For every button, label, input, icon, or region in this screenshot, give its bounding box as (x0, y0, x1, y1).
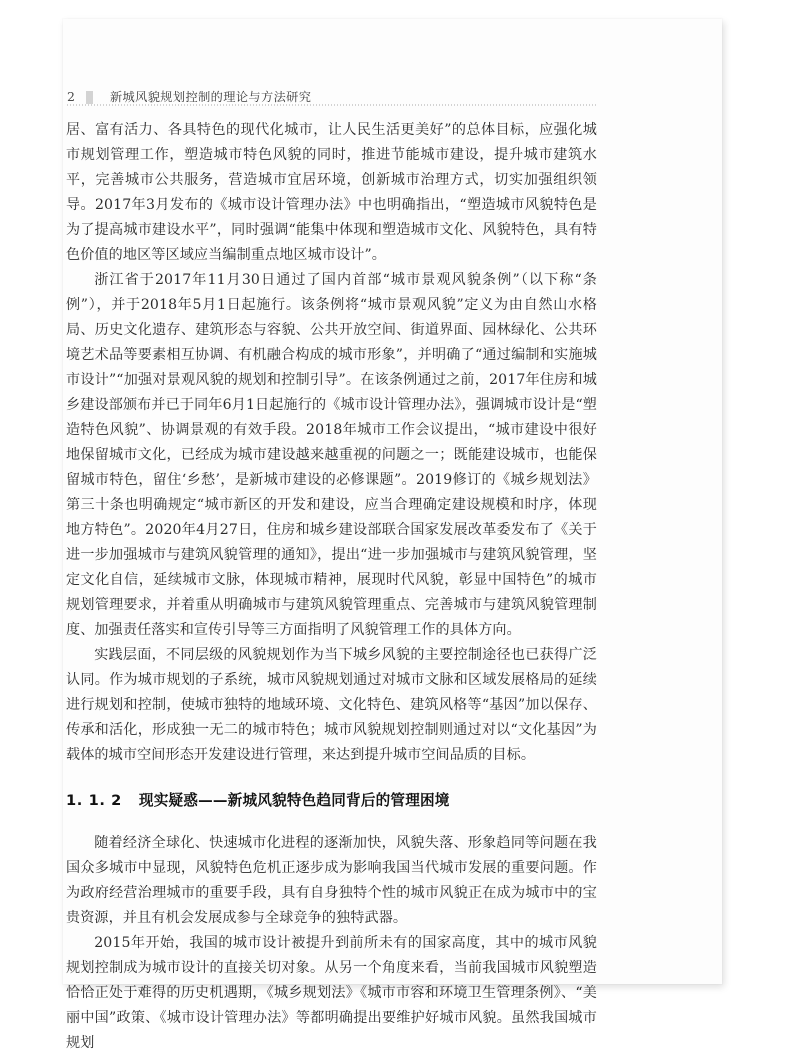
section-heading (66, 788, 597, 813)
paragraph-2: 浙江省于2017年11月30日通过了国内首部“城市景观风貌条例”（以下称“条例”），并于2018年5月1日起施行。该条例将“城市景观风貌”定义为由自然山水格局、历史文化遗存、建筑形态与容貌、公共开放空间、街道界面、园林绿化、公共环境艺术品等要素相互协调、有机融合构成的城市形象”，并明确了“通过编制和实施城市设计”“加强对景观风貌的规划和控制引导”。在该条例通过之前，2017年住房和城乡建设部颁布并已于同年6月1日起施行的《城市设计管理办法》，强调城市设计是“塑造特色风貌”、协调景观的有效手段。2018年城市工作会议提出，“城市建设中很好地保留城市文化，已经成为城市建设越来越重视的问题之一；既能建设城市，也能保留城市特色，留住‘乡愁’，是新城市建设的必修课题”。2019修订的《城乡规划法》第三十条也明确规定“城市新区的开发和建设，应当合理确定建设规模和时序，体现地方特色”。2020年4月27日，住房和城乡建设部联合国家发展改革委发布了《关于进一步加强城市与建筑风貌管理的通知》，提出“进一步加强城市与建筑风貌管理，坚定文化自信，延续城市文脉，体现城市精神，展现时代风貌，彰显中国特色”的城市规划管理要求，并着重从明确城市与建筑风貌管理重点、完善城市与建筑风貌管理制度、加强责任落实和宣传引导等三方面指明了风貌管理工作的具体方向。 (66, 272, 597, 638)
heading-spacer-top (66, 768, 597, 788)
header-dotted-rule (66, 104, 597, 106)
paragraph-5: 2015年开始，我国的城市设计被提升到前所未有的国家高度，其中的城市风貌规划控制成为城市设计的直接关切对象。从另一个角度来看，当前我国城市风貌塑造恰恰正处于难得的历史机遇期，《城乡规划法》《城市市容和环境卫生管理条例》、“美丽中国”政策、《城市设计管理办法》等都明确提出要维护好城市风貌。虽然我国城市规划 (66, 935, 597, 1051)
paragraph-4: 随着经济全球化、快速城市化进程的逐渐加快，风貌失落、形象趋同等问题在我国众多城市中显现，风貌特色危机正逐步成为影响我国当代城市发展的重要问题。作为政府经营治理城市的重要手段，具有自身独特个性的城市风貌正在成为城市中的宝贵资源，并且有机会发展成参与全球竞争的独特武器。 (66, 835, 597, 926)
paragraph-1: 居、富有活力、各具特色的现代化城市，让人民生活更美好”的总体目标，应强化城市规划管理工作，塑造城市特色风貌的同时，推进节能城市建设，提升城市建筑水平，完善城市公共服务，营造城市宜居环境，创新城市治理方式，切实加强组织领导。2017年3月发布的《城市设计管理办法》中也明确指出，“塑造城市风貌特色是为了提高城市建设水平”，同时强调“能集中体现和塑造城市文化、风貌特色，具有特色价值的地区等区域应当编制重点地区城市设计”。 (66, 122, 597, 263)
header-separator-bar (86, 91, 93, 104)
heading-spacer-bottom (66, 813, 597, 831)
body-text-column (66, 118, 597, 1056)
running-header (67, 78, 597, 104)
section-heading-number: 1. 1. 2 (66, 792, 122, 809)
paragraph-3: 实践层面，不同层级的风貌规划作为当下城乡风貌的主要控制途径也已获得广泛认同。作为城市规划的子系统，城市风貌规划通过对城市文脉和区域发展格局的延续进行规划和控制，使城市独特的地域环境、文化特色、建筑风格等“基因”加以保存、传承和活化，形成独一无二的城市特色；城市风貌规划控制则通过对以“文化基因”为载体的城市空间形态开发建设进行管理，来达到提升城市空间品质的目标。 (66, 647, 597, 763)
section-heading-text: 现实疑惑——新城风貌特色趋同背后的管理困境 (138, 792, 450, 809)
page-number: 2 (67, 88, 75, 104)
running-header-title: 新城风貌规划控制的理论与方法研究 (109, 89, 312, 104)
